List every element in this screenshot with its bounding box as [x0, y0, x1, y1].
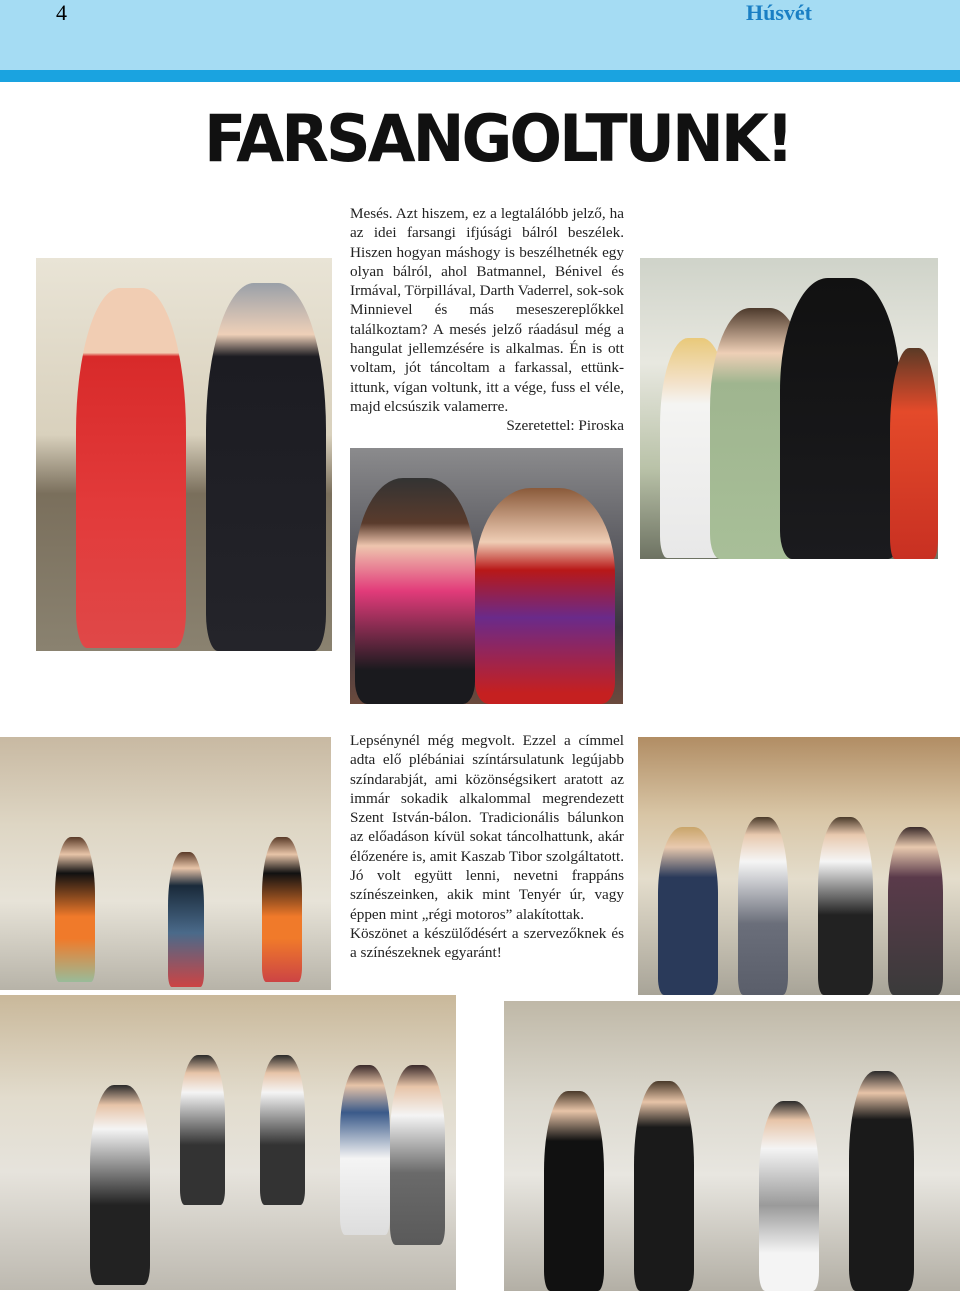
photo-ballroom-dancing	[638, 737, 960, 995]
article-text-2	[350, 731, 624, 963]
photo-minnie-and-vampire	[350, 448, 623, 704]
article-text-1	[350, 204, 624, 436]
article-1-paragraph: Mesés. Azt hiszem, ez a legtalálóbb jelző, ha az idei farsangi ifjúsági bálról beszélek. Hiszen hogyan máshogy is beszélhetnék egy olyan bálról, ahol Batmannel, Bénivel és Irmával, Törpillával, Darth Vaderrel, sok-sok Minnievel és más meseszereplőkkel találkoztam? A mesés jelző ráadásul még a hangulat jellemzésére is alkalmas. Én is ott voltam, jót táncoltam a farkassal, ettünk-ittunk, vígan voltunk, itt a vége, fuss el véle, majd elcsúszik valamerre.	[350, 205, 624, 415]
photo-costume-couple	[36, 258, 332, 651]
header-band	[0, 0, 960, 70]
section-title: Húsvét	[746, 0, 812, 25]
header-rule	[0, 70, 960, 82]
photo-darth-vader-group	[640, 258, 938, 559]
photo-theatre-play	[504, 1001, 960, 1291]
article-2-paragraph: Köszönet a készülődésért a szervezőknek és a színészeknek egyaránt!	[350, 924, 624, 962]
photo-circle-dance	[0, 995, 456, 1290]
article-2-paragraph: Lepsénynél még megvolt. Ezzel a címmel adta elő plébániai színtársulatunk legújabb színdarabját, ami közönségsikert aratott az immár sokadik alkalommal megrendezett Szent István-bálon. Tradicionális bálunkon az előadáson kívül sokat táncolhattunk, akár élőzenére is, amit Kaszab Tibor szolgáltatott. Jó volt együtt lenni, nevetni frappáns színészeinken, akik mint Tenyér úr, vagy éppen mint „régi motoros” alakítottak.	[350, 732, 624, 923]
article-1-signature: Szeretettel: Piroska	[506, 417, 624, 435]
article-title: FARSANGOLTUNK!	[204, 100, 792, 177]
photo-dancers-performance	[0, 737, 331, 990]
page-number: 4	[56, 0, 67, 25]
